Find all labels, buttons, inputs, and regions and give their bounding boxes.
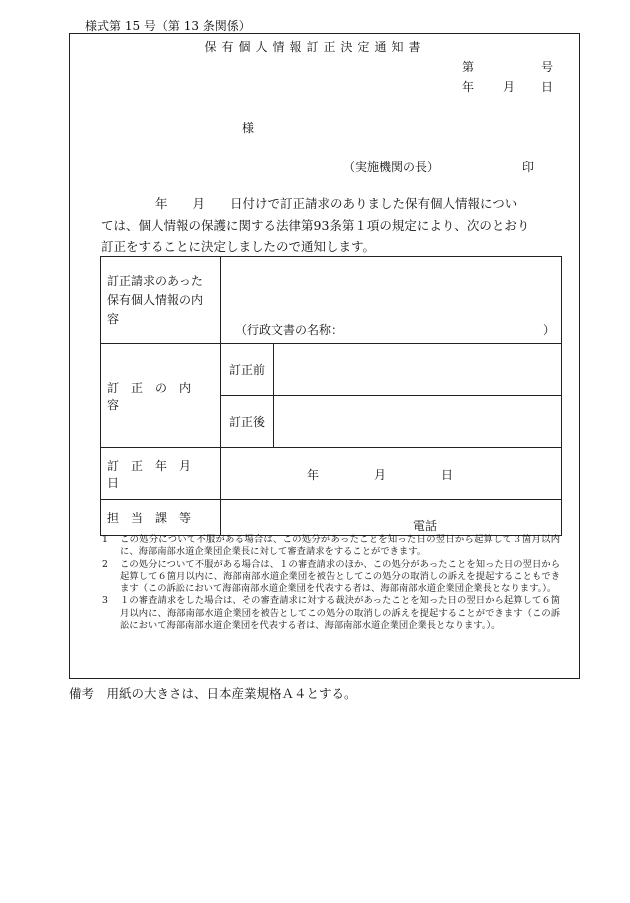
body-line: ては、個人情報の保護に関する法律第93条第１項の規定により、次のとおり — [101, 217, 530, 233]
date-hi: 日 — [541, 80, 554, 94]
date-tsuki: 月 — [503, 80, 516, 94]
row-label-requested-info — [101, 257, 221, 344]
date-tsuki-label: 月 — [374, 467, 387, 482]
requested-info-cell[interactable] — [221, 257, 562, 344]
note-item — [102, 559, 560, 596]
note-number: 2 — [102, 558, 108, 570]
number-go: 号 — [541, 60, 554, 74]
form-number: 様式第 15 号（第 13 条関係） — [85, 19, 251, 33]
before-label: 訂正前 — [228, 363, 265, 377]
department-label: 担 当 課 等 — [107, 511, 192, 525]
correction-table — [100, 256, 562, 536]
doc-name-close: ） — [542, 323, 555, 337]
correction-date-label: 訂 正 年 月 日 — [107, 458, 204, 490]
correction-content-label: 訂 正 の 内 容 — [107, 380, 204, 412]
before-label-cell — [221, 344, 274, 396]
doc-name-open: （行政文書の名称： — [235, 323, 344, 337]
note-item — [102, 595, 560, 632]
after-label: 訂正後 — [228, 415, 265, 429]
row-label-correction-date — [101, 448, 221, 500]
notice-body — [101, 193, 571, 258]
addressee-suffix: 様 — [242, 121, 255, 135]
requested-info-label: 訂正請求のあった保有個人情報の内容 — [107, 273, 204, 326]
after-content-cell[interactable] — [274, 396, 562, 448]
row-label-department — [101, 500, 221, 536]
before-content-cell[interactable] — [274, 344, 562, 396]
number-dai: 第 — [462, 60, 475, 74]
department-cell[interactable] — [221, 500, 562, 536]
note-number: 3 — [102, 595, 108, 607]
note-text: この処分について不服がある場合は、この処分があったことを知った日の翌日から起算して３箇月以内に、海部南部水道企業団企業長に対して審査請求をすることができます。 — [120, 534, 560, 558]
body-line: 訂正をすることに決定しましたので通知します。 — [101, 239, 376, 254]
row-label-correction-content — [101, 344, 221, 448]
note-number: 1 — [102, 534, 108, 545]
date-hi-label: 日 — [441, 467, 454, 482]
date-nen-label: 年 — [307, 467, 320, 482]
phone-label: 電話 — [413, 519, 438, 533]
note-text: この処分について不服がある場合は、１の審査請求のほか、この処分があったことを知った日の翌日から起算して６箇月以内に、海部南部水道企業団を被告としてこの処分の取消しの訴えを提起することもできます（この訴訟において海部南部水道企業団を代表する者は、海部南部水道企業団企業長となります。）。 — [120, 558, 560, 595]
date-nen: 年 — [462, 80, 475, 94]
remark: 備考 用紙の大きさは、日本産業規格Ａ４とする。 — [69, 686, 357, 701]
after-label-cell — [221, 396, 274, 448]
note-text: １の審査請求をした場合は、その審査請求に対する裁決があったことを知った日の翌日から起算して６箇月以内に、海部南部水道企業団を被告としてこの処分の取消しの訴えを提起することができます（この訴訟において海部南部水道企業団を代表する者は、海部南部水道企業団企業長となります。）。 — [120, 595, 560, 632]
appeal-notes — [102, 534, 560, 632]
correction-date-cell[interactable] — [221, 448, 562, 500]
document-title: 保有個人情報訂正決定通知書 — [204, 40, 426, 54]
note-item — [102, 534, 560, 559]
agency-head: （実施機関の長） — [343, 160, 440, 174]
body-line: 年 月 日付けで訂正請求のありました保有個人情報につい — [155, 196, 518, 211]
seal-mark: 印 — [522, 160, 535, 174]
